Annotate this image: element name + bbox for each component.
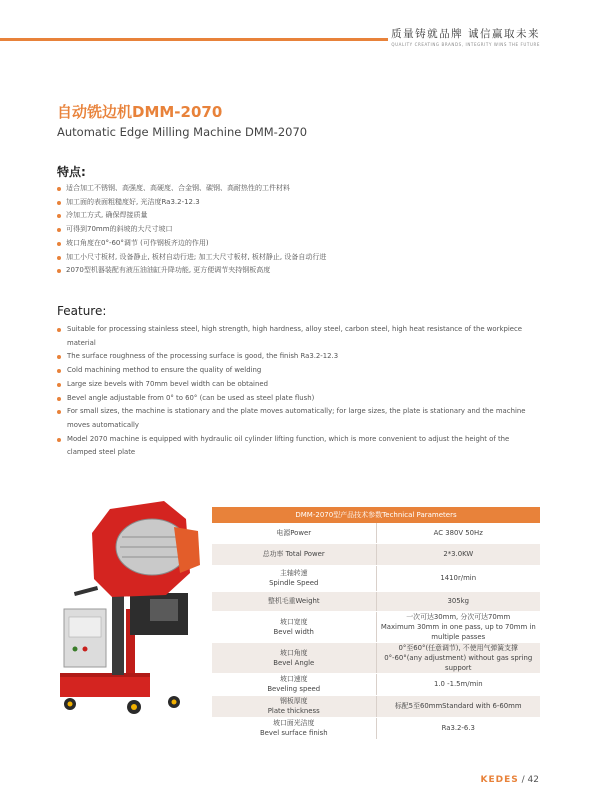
machine-image [52,497,230,725]
list-item [57,196,326,210]
list-item [57,405,541,432]
wheel-hub-icon [172,700,177,705]
list-item [57,237,326,251]
list-item [57,392,541,406]
list-item [57,182,326,196]
param-value: 标配5至60mmStandard with 6-60mm [376,695,540,717]
param-label: 坡口宽度 Bevel width [212,611,376,642]
list-item [57,350,541,364]
bullet-icon [57,328,61,332]
table-title: DMM-2070型产品技术参数Technical Parameters [212,507,540,523]
list-item [57,209,326,223]
feature-en-text: For small sizes, the machine is stationary and the plate moves automatically; for large sizes, the plate is stationary and the machine moves automatically [67,407,526,429]
header-slogan: 质量铸就品牌 诚信赢取未来 [391,28,540,40]
param-label: 钢板厚度 Plate thickness [212,695,376,717]
param-value: 1.0 -1.5m/min [376,673,540,695]
wheel-hub-icon [68,702,73,707]
bullet-icon [57,256,61,260]
param-value: 一次可达30mm, 分次可达70mm Maximum 30mm in one pass, up to 70mm in multiple passes [376,611,540,642]
list-item [57,323,541,350]
list-item [57,433,541,460]
machine-base-edge [60,673,150,677]
parameters-table [212,507,540,740]
bullet-icon [57,201,61,205]
feature-en-text: The surface roughness of the processing surface is good, the finish Ra3.2-12.3 [67,352,339,361]
features-en-list [57,323,541,460]
product-title-en: Automatic Edge Milling Machine DMM-2070 [57,125,308,139]
feature-cn-text: 可得到70mm的斜坡的大尺寸坡口 [66,225,173,234]
param-value: Ra3.2-6.3 [376,717,540,739]
feature-cn-text: 适合加工不锈钢、高强度、高硬度、合金钢、碳钢、高耐热性的工件材料 [66,184,290,192]
features-en-heading: Feature: [57,304,107,318]
param-label: 主轴转速 Spindle Speed [212,565,376,591]
bullet-icon [57,438,61,442]
list-item [57,264,326,278]
feature-en-text: Large size bevels with 70mm bevel width can be obtained [67,379,268,388]
bullet-icon [57,187,61,191]
bullet-icon [57,369,61,373]
indicator-light-icon [73,647,78,652]
bullet-icon [57,410,61,414]
param-label: 坡口速度 Beveling speed [212,673,376,695]
table-row [212,591,540,611]
param-label: 总功率 Total Power [212,543,376,565]
param-value: 305kg [376,591,540,611]
header-slogan-sub: QUALITY CREATING BRANDS, INTEGRITY WINS THE FUTURE [391,42,540,47]
param-label: 电源Power [212,523,376,543]
feature-cn-text: 加工面的表面粗糙度好, 光洁度Ra3.2-12.3 [66,197,200,206]
list-item [57,251,326,265]
page-footer [481,775,539,785]
table-row [212,673,540,695]
indicator-light-icon [83,647,88,652]
header-accent-line [0,38,388,41]
feature-cn-text: 2070型机器装配有液压油油缸升降功能, 更方便调节夹持钢板高度 [66,266,271,275]
feature-cn-text: 冷加工方式, 确保焊接质量 [66,211,148,220]
param-label: 坡口角度 Bevel Angle [212,642,376,673]
table-row [212,523,540,543]
cabinet-panel [69,617,101,637]
param-value: AC 380V 50Hz [376,523,540,543]
param-value: 1410r/min [376,565,540,591]
bullet-icon [57,397,61,401]
table-row [212,695,540,717]
table-row [212,565,540,591]
table-row [212,611,540,642]
list-item [57,378,541,392]
bullet-icon [57,383,61,387]
bullet-icon [57,228,61,232]
bullet-icon [57,355,61,359]
brand-logo: KEDES [480,775,519,785]
list-item [57,364,541,378]
feature-cn-text: 加工小尺寸板材, 设备静止, 板材自动行进; 加工大尺寸板材, 板材静止, 设备自动行进 [66,252,327,261]
machine-column [112,587,124,675]
features-cn-list [57,182,326,278]
bullet-icon [57,242,61,246]
feature-en-text: Suitable for processing stainless steel, high strength, high hardness, alloy steel, carbon steel, high heat resistance of the workpiece material [67,325,523,347]
bullet-icon [57,269,61,273]
feature-en-text: Cold machining method to ensure the quality of welding [67,366,262,375]
list-item [57,223,326,237]
table-row [212,717,540,739]
param-label: 坡口面光洁度 Bevel surface finish [212,717,376,739]
feature-cn-text: 坡口角度在0°-60°调节 (可作钢板齐边的作用) [66,238,209,247]
table-row [212,543,540,565]
product-title-cn: 自动铣边机DMM-2070 [57,103,223,121]
page-number: 42 [527,775,539,785]
param-value: 0°至60°(任意调节), 不使用气弹簧支撑 0°-60°(any adjustment) without gas spring support [376,642,540,673]
param-value: 2*3.0KW [376,543,540,565]
feature-en-text: Bevel angle adjustable from 0° to 60° (can be used as steel plate flush) [67,393,315,402]
feature-en-text: Model 2070 machine is equipped with hydraulic oil cylinder lifting function, which is more convenient to adjust the height of the clamped steel plate [67,434,510,457]
footer-separator: / [521,775,525,785]
features-cn-heading: 特点: [57,165,86,179]
table-row [212,642,540,673]
handle [74,586,98,596]
wheel-hub-icon [131,704,137,710]
milling-head [150,599,178,621]
param-label: 整机毛重Weight [212,591,376,611]
machine-base [60,675,150,697]
bullet-icon [57,214,61,218]
